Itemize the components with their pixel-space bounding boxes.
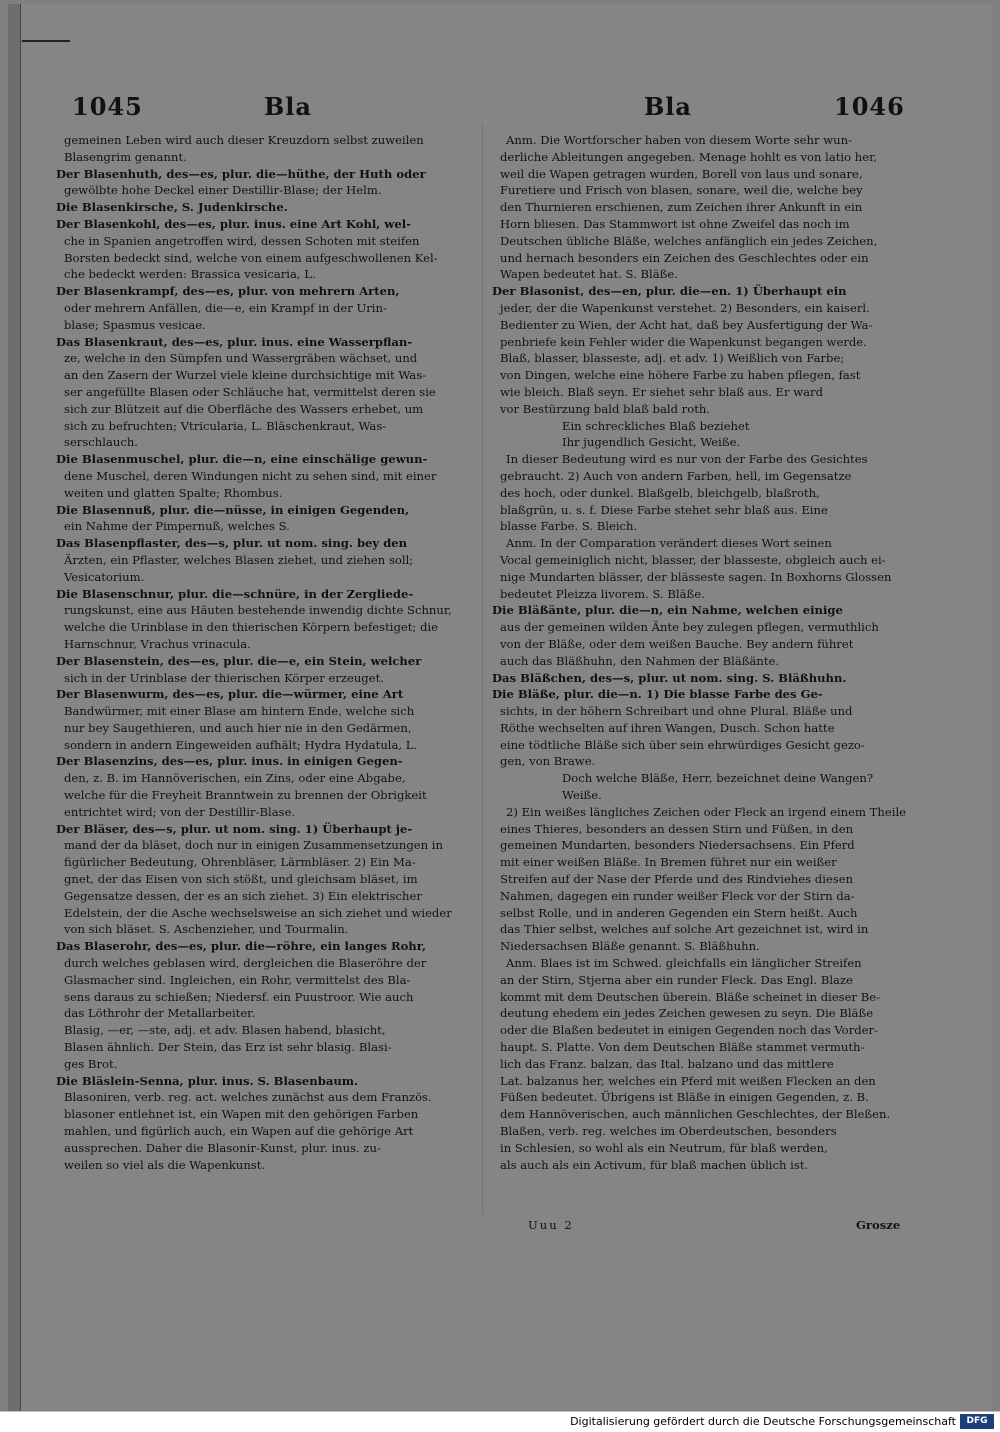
text-line: lich das Franz. balzan, das Ital. balzano und das mittlere [500, 1056, 834, 1071]
text-line: ges Brot. [64, 1056, 118, 1071]
text-line: eine tödtliche Bläße sich über sein ehrwürdiges Gesicht gezo- [500, 737, 865, 752]
text-line: weilen so viel als die Wapenkunst. [64, 1157, 266, 1172]
funding-bar [0, 1411, 1000, 1432]
text-line: mand der da bläset, doch nur in einigen Zusammensetzungen in [64, 838, 443, 853]
text-line: jeder, der die Wapenkunst verstehet. 2) Besonders, ein kaiserl. [500, 300, 870, 315]
text-line: Der Blasenkrampf, des—es, plur. von mehrern Arten, [56, 284, 400, 299]
text-line: Die Bläßänte, plur. die—n, ein Nahme, welchen einige [492, 603, 843, 618]
text-line: Blaß, blasser, blasseste, adj. et adv. 1) Weißlich von Farbe; [500, 351, 845, 366]
text-line: Ein schreckliches Blaß beziehet [562, 418, 750, 433]
text-line: Glasmacher sind. Ingleichen, ein Rohr, vermittelst des Bla- [64, 972, 411, 987]
dfg-logo: DFG [960, 1414, 994, 1429]
text-line: Das Blaserohr, des—es, plur. die—röhre, ein langes Rohr, [56, 939, 427, 954]
text-line: mahlen, und figürlich auch, ein Wapen auf die gehörige Art [64, 1124, 414, 1139]
text-line: Die Bläße, plur. die—n. 1) Die blasse Farbe des Ge- [492, 687, 823, 702]
text-line: sondern in andern Eingeweiden aufhält; Hydra Hydatula, L. [64, 737, 418, 752]
left-page-number: 1045 [72, 92, 143, 121]
text-line: Die Blasenkirsche, S. Judenkirsche. [56, 200, 288, 215]
text-line: weiten und glatten Spalte; Rhombus. [64, 485, 283, 500]
text-line: vor Bestürzung bald blaß bald roth. [500, 401, 711, 416]
text-line: Weiße. [562, 788, 602, 803]
text-line: und hernach besonders ein Zeichen des Geschlechtes oder ein [500, 250, 869, 265]
right-page-number: 1046 [834, 92, 905, 121]
scan-mark [22, 40, 70, 42]
text-line: gewölbte hohe Deckel einer Destillir-Blase; der Helm. [64, 183, 382, 198]
text-line: Der Blasenhuth, des—es, plur. die—hüthe, der Huth oder [56, 166, 426, 181]
text-line: gnet, der das Eisen von sich stößt, und gleichsam bläset, im [64, 872, 418, 887]
text-line: Edelstein, der die Asche wechselsweise an sich ziehet und wieder [64, 905, 452, 920]
text-line: gen, von Brawe. [500, 754, 596, 769]
text-line: Blasengrim genannt. [64, 149, 187, 164]
text-line: Blasen ähnlich. Der Stein, das Erz ist sehr blasig. Blasi- [64, 1040, 392, 1055]
text-line: auch das Bläßhuhn, den Nahmen der Bläßänte. [500, 653, 780, 668]
text-line: an den Zasern der Wurzel viele kleine durchsichtige mit Was- [64, 368, 427, 383]
text-line: Die Blasenmuschel, plur. die—n, eine einschälige gewun- [56, 452, 428, 467]
text-line: Streifen auf der Nase der Pferde und des Rindviehes diesen [500, 872, 854, 887]
text-line: selbst Rolle, und in anderen Gegenden ein Stern heißt. Auch [500, 905, 858, 920]
text-line: Die Blasenschnur, plur. die—schnüre, in der Zergliede- [56, 586, 414, 601]
text-line: che bedeckt werden: Brassica vesicaria, L. [64, 267, 316, 282]
text-line: sich in der Urinblase der thierischen Körper erzeuget. [64, 670, 384, 685]
text-line: oder die Blaßen bedeutet in einigen Gegenden noch das Vorder- [500, 1023, 878, 1038]
left-column [56, 132, 474, 1173]
text-line: Nahmen, dagegen ein runder weißer Fleck vor der Stirn da- [500, 888, 855, 903]
text-line: Bedienter zu Wien, der Acht hat, daß bey Ausfertigung der Wa- [500, 317, 873, 332]
text-line: rungskunst, eine aus Häuten bestehende inwendig dichte Schnur, [64, 603, 452, 618]
text-line: Ärzten, ein Pflaster, welches Blasen ziehet, und ziehen soll; [64, 552, 414, 567]
text-line: welche die Urinblase in den thierischen Körpern befestiget; die [64, 620, 438, 635]
text-line: Vocal gemeiniglich nicht, blasser, der blasseste, obgleich auch ei- [500, 552, 886, 567]
text-line: Harnschnur, Vrachus vrinacula. [64, 636, 251, 651]
text-line: ser angefüllte Blasen oder Schläuche hat, vermittelst deren sie [64, 384, 436, 399]
text-line: Borsten bedeckt sind, welche von einem aufgeschwollenen Kel- [64, 250, 438, 265]
text-line: haupt. S. Platte. Von dem Deutschen Bläße stammet vermuth- [500, 1040, 865, 1055]
text-line: Anm. In der Comparation verändert dieses Wort seinen [506, 536, 832, 551]
text-line: 2) Ein weißes längliches Zeichen oder Fleck an irgend einem Theile [506, 804, 907, 819]
text-line: wie bleich. Blaß seyn. Er siehet sehr blaß aus. Er ward [500, 384, 824, 399]
text-line: kommt mit dem Deutschen überein. Bläße scheinet in dieser Be- [500, 989, 881, 1004]
text-line: gemeinen Leben wird auch dieser Kreuzdorn selbst zuweilen [64, 133, 424, 147]
text-line: Doch welche Bläße, Herr, bezeichnet deine Wangen? [562, 771, 874, 786]
text-line: mit einer weißen Bläße. In Bremen führet nur ein weißer [500, 855, 837, 870]
text-line: blasoner entlehnet ist, ein Wapen mit den gehörigen Farben [64, 1107, 419, 1122]
text-line: Wapen bedeutet hat. S. Bläße. [500, 267, 678, 282]
text-line: bedeutet Pleizza livorem. S. Bläße. [500, 586, 705, 601]
text-line: nige Mundarten blässer, der blässeste sagen. In Boxhorns Glossen [500, 569, 892, 584]
text-line: Gegensatze dessen, der es an sich ziehet. 3) Ein elektrischer [64, 888, 422, 903]
text-line: nur bey Saugethieren, und auch hier nie in den Gedärmen, [64, 720, 412, 735]
text-line: Füßen bedeutet. Übrigens ist Bläße in einigen Gegenden, z. B. [500, 1090, 869, 1105]
text-line: Die Bläslein-Senna, plur. inus. S. Blasenbaum. [56, 1073, 359, 1088]
text-line: Der Blasenkohl, des—es, plur. inus. eine Art Kohl, wel- [56, 216, 411, 231]
text-line: das Thier selbst, welches auf solche Art gezeichnet ist, wird in [500, 922, 869, 937]
text-line: Blasig, —er, —ste, adj. et adv. Blasen habend, blasicht, [64, 1023, 386, 1038]
text-line: sich zur Blützeit auf die Oberfläche des Wassers erhebet, um [64, 401, 424, 416]
text-line: Röthe wechselten auf ihren Wangen, Dusch. Schon hatte [500, 720, 835, 735]
text-line: Blaßen, verb. reg. welches im Oberdeutschen, besonders [500, 1124, 837, 1139]
text-line: Niedersachsen Bläße genannt. S. Bläßhuhn. [500, 939, 760, 954]
text-line: dene Muschel, deren Windungen nicht zu sehen sind, mit einer [64, 468, 437, 483]
text-line: Vesicatorium. [64, 569, 145, 584]
text-line: ein Nahme der Pimpernuß, welches S. [64, 519, 290, 534]
text-line: Horn bliesen. Das Stammwort ist ohne Zweifel das noch im [500, 216, 850, 231]
text-line: deutung ehedem ein jedes Zeichen gewesen zu seyn. Die Bläße [500, 1006, 874, 1021]
text-line: Die Blasennuß, plur. die—nüsse, in einigen Gegenden, [56, 502, 410, 517]
text-line: als auch als ein Activum, für blaß machen üblich ist. [500, 1157, 809, 1172]
left-running-head: Bla [264, 92, 312, 121]
right-column [492, 132, 910, 1173]
text-line: Anm. Die Wortforscher haben von diesem Worte sehr wun- [506, 133, 852, 147]
text-line: derliche Ableitungen angegeben. Menage hohlt es von latio her, [500, 149, 878, 164]
text-line: des hoch, oder dunkel. Blaßgelb, bleichgelb, blaßroth, [500, 485, 820, 500]
funding-text: Digitalisierung gefördert durch die Deutsche Forschungsgemeinschaft [570, 1415, 956, 1428]
catchword: Grosze [856, 1218, 901, 1232]
text-line: sichts, in der höhern Schreibart und ohne Plural. Bläße und [500, 704, 853, 719]
text-line: welche für die Freyheit Branntwein zu brennen der Obrigkeit [64, 788, 427, 803]
text-line: von Dingen, welche eine höhere Farbe zu haben pflegen, fast [500, 368, 861, 383]
text-line: ze, welche in den Sümpfen und Wassergräben wächset, und [64, 351, 418, 366]
text-line: Furetiere und Frisch von blasen, sonare, weil die, welche bey [500, 183, 863, 198]
text-line: Das Bläßchen, des—s, plur. ut nom. sing. S. Bläßhuhn. [492, 670, 847, 685]
text-line: das Löthrohr der Metallarbeiter. [64, 1006, 256, 1021]
text-line: entrichtet wird; von der Destillir-Blase. [64, 804, 296, 819]
text-line: Der Blasonist, des—en, plur. die—en. 1) Überhaupt ein [492, 284, 847, 299]
text-line: gebraucht. 2) Auch von andern Farben, hell, im Gegensatze [500, 468, 852, 483]
text-line: oder mehrern Anfällen, die—e, ein Krampf in der Urin- [64, 300, 387, 315]
text-line: blase; Spasmus vesicae. [64, 317, 206, 332]
text-line: an der Stirn, Stjerna aber ein runder Fleck. Das Engl. Blaze [500, 972, 853, 987]
text-line: Deutschen übliche Bläße, welches anfänglich ein jedes Zeichen, [500, 233, 878, 248]
text-line: Der Bläser, des—s, plur. ut nom. sing. 1) Überhaupt je- [56, 821, 413, 836]
text-line: Der Blasenstein, des—es, plur. die—e, ein Stein, welcher [56, 653, 422, 668]
text-line: in Schlesien, so wohl als ein Neutrum, für blaß werden, [500, 1140, 828, 1155]
signature-mark: Uuu 2 [528, 1218, 574, 1232]
text-line: den Thurnieren erschienen, zum Zeichen ihrer Ankunft in ein [500, 200, 863, 215]
text-line: penbriefe kein Fehler wider die Wapenkunst begangen werde. [500, 334, 867, 349]
text-line: von der Bläße, oder dem weißen Bauche. Bey andern führet [500, 636, 854, 651]
text-line: den, z. B. im Hannöverischen, ein Zins, oder eine Abgabe, [64, 771, 406, 786]
text-line: Der Blasenwurm, des—es, plur. die—würmer, eine Art [56, 687, 404, 702]
text-line: Bandwürmer, mit einer Blase am hintern Ende, welche sich [64, 704, 415, 719]
text-line: von sich bläset. S. Aschenzieher, und Tourmalin. [64, 922, 349, 937]
text-line: dem Hannöverischen, auch männlichen Geschlechtes, der Bleßen. [500, 1107, 891, 1122]
text-line: Ihr jugendlich Gesicht, Weiße. [562, 435, 741, 450]
text-line: Anm. Blaes ist im Schwed. gleichfalls ein länglicher Streifen [506, 956, 862, 971]
text-line: durch welches geblasen wird, dergleichen die Blaseröhre der [64, 956, 427, 971]
text-line: In dieser Bedeutung wird es nur von der Farbe des Gesichtes [506, 452, 868, 467]
text-line: figürlicher Bedeutung, Ohrenbläser, Lärmbläser. 2) Ein Ma- [64, 855, 416, 870]
text-line: Lat. balzanus her, welches ein Pferd mit weißen Flecken an den [500, 1073, 876, 1088]
text-line: che in Spanien angetroffen wird, dessen Schoten mit steifen [64, 233, 420, 248]
column-divider [482, 124, 483, 1214]
text-line: serschlauch. [64, 435, 138, 450]
text-line: blaßgrün, u. s. f. Diese Farbe stehet sehr blaß aus. Eine [500, 502, 828, 517]
text-line: blasse Farbe. S. Bleich. [500, 519, 638, 534]
text-line: Blasoniren, verb. reg. act. welches zunächst aus dem Französ. [64, 1090, 432, 1105]
text-line: Der Blasenzins, des—es, plur. inus. in einigen Gegen- [56, 754, 403, 769]
right-running-head: Bla [644, 92, 692, 121]
text-line: sich zu befruchten; Vtricularia, L. Bläschenkraut, Was- [64, 418, 387, 433]
text-line: aus der gemeinen wilden Änte bey zulegen pflegen, vermuthlich [500, 620, 879, 635]
binding-edge [8, 4, 21, 1412]
text-line: Das Blasenkraut, des—es, plur. inus. eine Wasserpflan- [56, 334, 413, 349]
scanned-page [8, 4, 992, 1412]
text-line: sens daraus zu schießen; Niedersf. ein Puustroor. Wie auch [64, 989, 414, 1004]
text-line: gemeinen Mundarten, besonders Niedersachsens. Ein Pferd [500, 838, 855, 853]
text-line: weil die Wapen getragen wurden, Borell von laus und sonare, [500, 166, 863, 181]
text-line: eines Thieres, besonders an dessen Stirn und Füßen, in den [500, 821, 854, 836]
text-line: Das Blasenpflaster, des—s, plur. ut nom. sing. bey den [56, 536, 408, 551]
text-line: aussprechen. Daher die Blasonir-Kunst, plur. inus. zu- [64, 1140, 381, 1155]
